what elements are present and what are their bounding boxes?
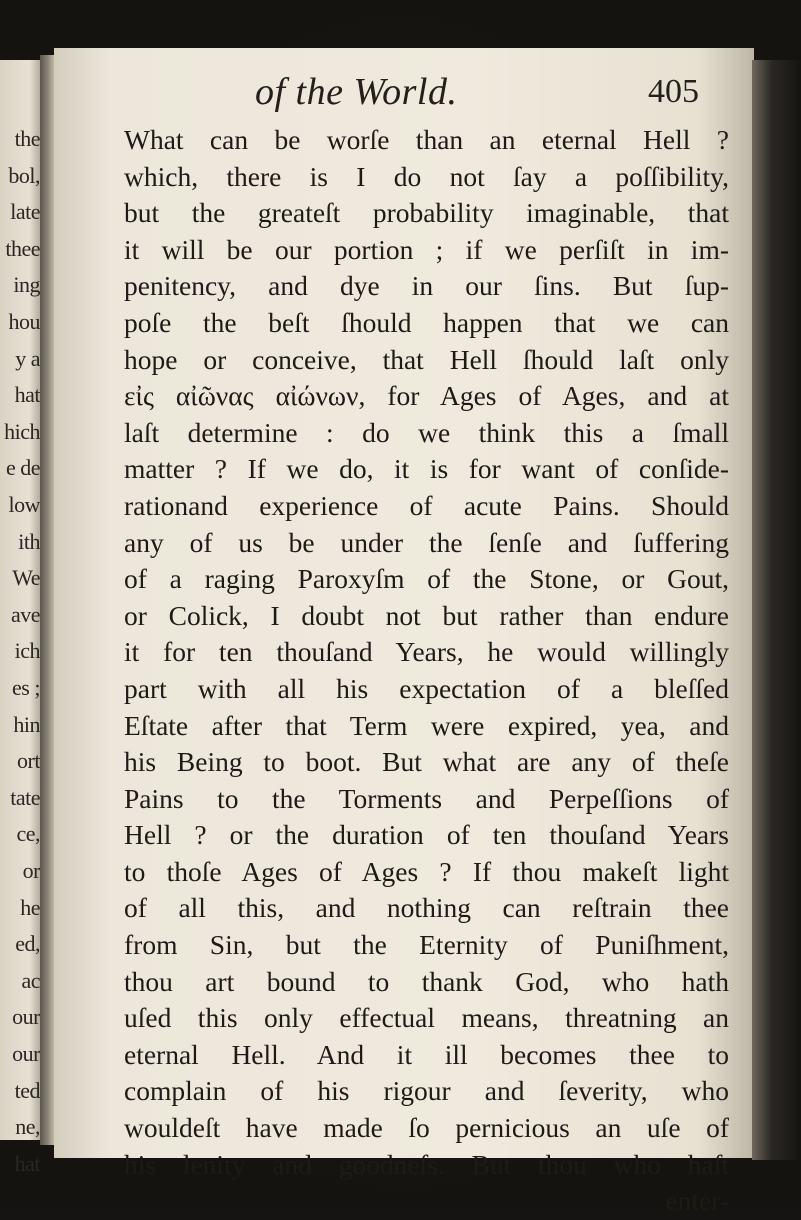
facing-line-end: hat	[14, 382, 40, 408]
facing-line-end: ing	[13, 272, 40, 298]
text-line: but the greateſt probability imaginable, that	[124, 197, 729, 229]
text-line: it will be our portion ; if we perſiſt in im-	[124, 233, 729, 265]
facing-line-end: ne,	[15, 1114, 40, 1140]
text-line: What can be worſe than an eternal Hell ?	[124, 124, 729, 155]
facing-line-end: ac	[21, 967, 40, 993]
facing-line-end: hich	[4, 418, 40, 444]
facing-line-end: hin	[13, 711, 40, 737]
text-line: his Being to boot. But what are any of theſe	[124, 746, 729, 778]
facing-line-end: y a	[15, 345, 40, 371]
text-line: enter-	[665, 1185, 729, 1217]
text-line: Hell ? or the duration of ten thouſand Years	[124, 819, 729, 851]
text-line: hope or conceive, that Hell ſhould laſt only	[124, 343, 729, 375]
text-line: thou art bound to thank God, who hath	[124, 965, 729, 997]
page-right-edge	[752, 60, 801, 1160]
text-line: wouldeſt have made ſo pernicious an uſe of	[124, 1112, 729, 1144]
facing-line-end: ith	[18, 528, 40, 554]
body-text	[124, 122, 729, 1220]
text-line: complain of his rigour and ſeverity, who	[124, 1075, 729, 1107]
facing-line-end: ave	[10, 601, 40, 627]
facing-line-end: the	[14, 126, 40, 151]
facing-page-edge	[0, 60, 42, 1176]
text-line: uſed this only effectual means, threatning an	[124, 1002, 729, 1034]
text-line: Pains to the Torments and Perpeſſions of	[124, 782, 729, 814]
text-line: matter ? If we do, it is for want of conſide-	[124, 453, 729, 485]
text-line: from Sin, but the Eternity of Puniſhment,	[124, 929, 729, 961]
facing-line-end: hou	[8, 309, 40, 334]
text-line: his lenity and goodneſs. But thou who haſt	[124, 1148, 729, 1180]
facing-line-end: tate	[10, 784, 40, 810]
facing-line-end: e de	[5, 455, 40, 481]
text-line: it for ten thouſand Years, he would willingly	[124, 636, 729, 668]
text-line: poſe the beſt ſhould happen that we can	[124, 306, 729, 338]
text-line: or Colick, I doubt not but rather than endure	[124, 599, 729, 631]
text-line: Eſtate after that Term were expired, yea, and	[124, 709, 729, 741]
text-line: which, there is I do not ſay a poſſibility,	[124, 160, 729, 192]
facing-line-end: our	[12, 1041, 40, 1066]
facing-line-end: low	[8, 492, 40, 517]
text-line: of all this, and nothing can reſtrain thee	[124, 892, 729, 924]
text-line: rationand experience of acute Pains. Should	[124, 489, 729, 521]
facing-line-end: late	[10, 199, 40, 225]
facing-line-end: our	[12, 1004, 40, 1030]
text-line: to thoſe Ages of Ages ? If thou makeſt light	[124, 855, 729, 887]
text-line: laſt determine : do we think this a ſmall	[124, 416, 729, 448]
text-line: part with all his expectation of a bleſſed	[124, 672, 729, 704]
text-line: of a raging Paroxyſm of the Stone, or Gout,	[124, 563, 729, 595]
facing-line-end: ted	[14, 1077, 40, 1103]
text-line: any of us be under the ſenſe and ſuffering	[124, 526, 729, 558]
text-line: eternal Hell. And it ill becomes thee to	[124, 1038, 729, 1070]
facing-line-end: es ;	[12, 675, 40, 700]
facing-line-end: he	[20, 894, 40, 920]
text-line: penitency, and dye in our ſins. But ſup-	[124, 270, 729, 302]
facing-line-end: ce,	[16, 821, 40, 847]
facing-line-end: or	[22, 858, 40, 883]
facing-line-end: ed,	[15, 931, 40, 957]
text-line: εἰς αἰῶνας αἰώνων, for Ages of Ages, and at	[124, 380, 729, 412]
facing-line-end: hat	[14, 1150, 40, 1176]
facing-line-end: bol,	[8, 162, 40, 188]
facing-line-end: ort	[17, 748, 40, 774]
facing-line-end: We	[12, 565, 40, 591]
running-head: of the World.	[255, 71, 458, 113]
facing-line-end: ich	[14, 638, 40, 664]
facing-line-end: thee	[5, 235, 40, 261]
page-number: 405	[648, 73, 699, 110]
